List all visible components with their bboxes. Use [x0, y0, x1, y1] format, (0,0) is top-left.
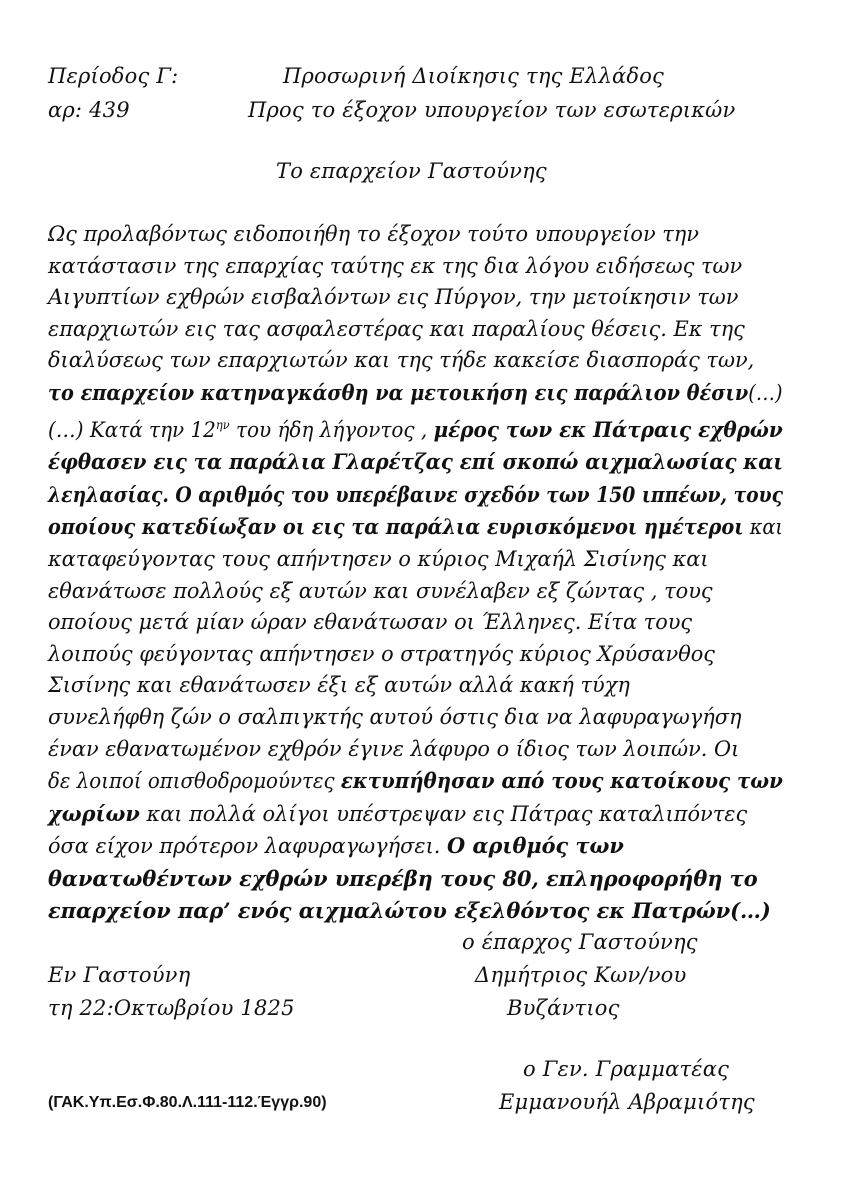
- text-segment: καταφεύγοντας τους απήντησεν ο κύριος Μιχαήλ Σισίνης και: [48, 546, 709, 571]
- body-line: [48, 377, 783, 410]
- body-line: [48, 314, 783, 346]
- text-segment: επαρχιωτών εις τας ασφαλεστέρας και παραλίους θέσεις. Εκ της: [48, 316, 745, 341]
- body-line: [48, 479, 784, 512]
- text-segment: έναν εθανατωμένον εχθρόν έγινε λάφυρο ο ίδιος των λοιπών. Οι: [48, 736, 740, 761]
- text-segment: Αιγυπτίων εχθρών εισβαλόντων εις Πύργον, την μετοίκησιν των: [48, 285, 739, 310]
- secretary-name: Εμμανουήλ Αβραμιότης: [499, 1090, 755, 1114]
- body-line: [48, 446, 783, 479]
- body-line: [48, 576, 783, 608]
- text-segment: (…): [748, 380, 783, 405]
- period-label: Περίοδος Γ:: [48, 64, 179, 88]
- text-segment: δε λοιποί οπισθοδρομούντες: [48, 769, 341, 794]
- text-segment: του ήδη λήγοντος ,: [229, 417, 434, 442]
- signature-title: ο έπαρχος Γαστούνης: [462, 930, 698, 954]
- body-line: [48, 830, 783, 863]
- bold-text-segment: Ο αριθμός των: [447, 833, 624, 859]
- text-segment: και πολλά ολίγοι υπέστρεψαν εις Πάτρας καταλιπόντες: [139, 801, 748, 826]
- bold-text-segment: οποίους κατεδίωξαν οι εις τα παράλια ευρισκόμενοι ημέτεροι: [48, 514, 744, 540]
- body-line: [48, 765, 783, 798]
- sender-line: Το επαρχείον Γαστούνης: [276, 159, 547, 183]
- text-segment: (…) Κατά την 12: [48, 417, 216, 442]
- text-segment: κατάστασιν της επαρχίας ταύτης εκ της δια λόγου ειδήσεως των: [48, 253, 743, 278]
- bold-text-segment: χωρίων: [48, 800, 140, 826]
- text-segment: Σισίνης και εθανάτωσεν έξι εξ αυτών αλλά κακή τύχη: [48, 673, 630, 698]
- signature-name: Δημήτριος Κων/νου: [475, 963, 687, 987]
- body-line: [48, 544, 783, 576]
- text-segment: οποίους μετά μίαν ώραν εθανάτωσαν οι Έλληνες. Είτα τους: [48, 610, 693, 635]
- body-line: [48, 734, 783, 766]
- body-line: [48, 251, 783, 283]
- recipient-line: Προς το έξοχον υπουργείον των εσωτερικών: [248, 98, 736, 122]
- body-line: [48, 702, 783, 734]
- place-line: Εν Γαστούνη: [48, 963, 191, 987]
- body-line: [48, 863, 783, 896]
- body-line: [48, 511, 783, 544]
- body-line: [48, 798, 783, 831]
- text-segment: συνελήφθη ζών ο σαλπιγκτής αυτού όστις δια να λαφυραγωγήση: [48, 704, 742, 729]
- text-segment: λοιπούς φεύγοντας απήντησεν ο στρατηγός κύριος Χρύσανθος: [48, 641, 715, 666]
- body-line: [48, 410, 783, 447]
- text-segment: Ως προλαβόντως ειδοποιήθη το έξοχον τούτο υπουργείον την: [48, 222, 699, 246]
- date-line: τη 22:Οκτωβρίου 1825: [48, 996, 295, 1020]
- bold-text-segment: εκτυπήθησαν από τους κατοίκους των: [340, 768, 783, 794]
- secretary-title: ο Γεν. Γραμματέας: [523, 1057, 730, 1081]
- body-line: [48, 895, 783, 928]
- bold-text-segment: το επαρχείον κατηναγκάσθη να μετοικήση εις παράλιον θέσιν: [48, 379, 749, 405]
- text-segment: ην: [215, 417, 230, 432]
- letter-body: [48, 219, 788, 928]
- authority-title: Προσωρινή Διοίκησις της Ελλάδος: [283, 64, 665, 88]
- document-number: αρ: 439: [48, 98, 130, 122]
- archive-reference: (ΓΑΚ.Υπ.Εσ.Φ.80.Λ.111-112.Έγγρ.90): [48, 1094, 327, 1111]
- text-segment: όσα είχον πρότερον λαφυραγωγήσει.: [48, 834, 448, 859]
- body-line: [48, 282, 783, 314]
- bold-text-segment: έφθασεν εις τα παράλια Γλαρέτζας επί σκοπώ αιχμαλωσίας και: [48, 449, 783, 475]
- text-segment: διαλύσεως των επαρχιωτών και της τήδε κακείσε διασποράς των,: [48, 348, 755, 373]
- text-segment: και: [743, 515, 783, 540]
- bold-text-segment: μέρος των εκ Πάτραις εχθρών: [433, 416, 783, 442]
- bold-text-segment: λεηλασίας. Ο αριθμός του υπερέβαινε σχεδόν των 150 ιππέων, τους: [48, 481, 784, 507]
- body-line: [48, 345, 783, 377]
- body-line: [48, 607, 783, 639]
- body-line: [48, 670, 783, 702]
- body-line: [48, 219, 783, 251]
- body-line: [48, 639, 783, 671]
- bold-text-segment: θανατωθέντων εχθρών υπερέβη τους 80, επληροφορήθη το: [48, 865, 758, 891]
- text-segment: εθανάτωσε πολλούς εξ αυτών και συνέλαβεν εξ ζώντας , τους: [48, 578, 713, 603]
- bold-text-segment: επαρχείον παρ’ ενός αιχμαλώτου εξελθόντος εκ Πατρών(…): [48, 898, 771, 924]
- signature-surname: Βυζάντιος: [507, 996, 620, 1020]
